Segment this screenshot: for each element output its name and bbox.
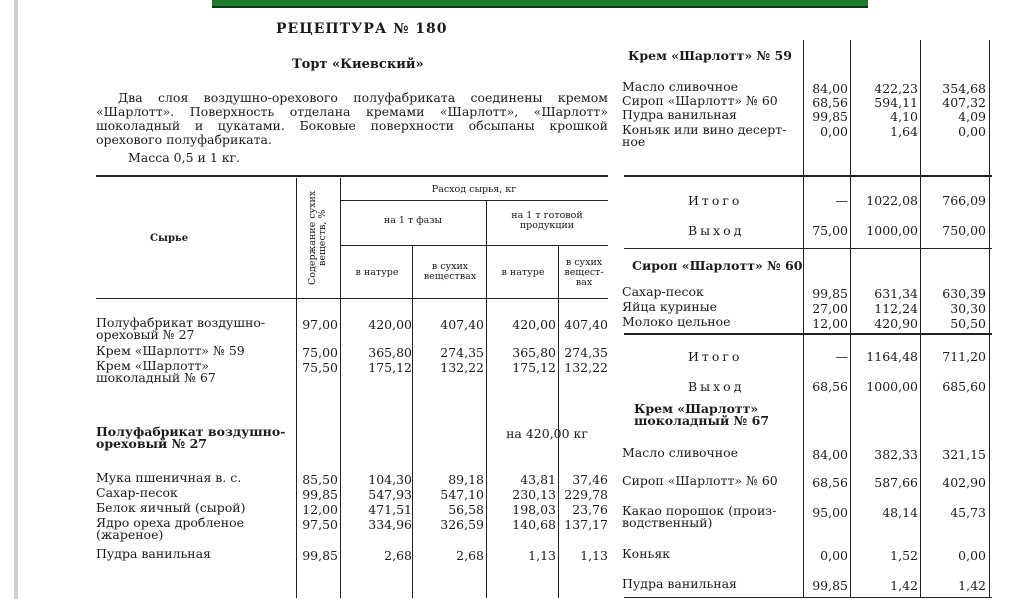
row-value: 334,96 [368, 517, 412, 532]
right-row-value: 48,14 [882, 505, 918, 520]
right-row-value: 354,68 [942, 81, 986, 96]
row-value: 175,12 [368, 360, 412, 375]
right-row-name: Какао порошок (произ-водственный) [622, 503, 777, 530]
header-sub-rule [340, 245, 608, 246]
right-row-name: Выход [688, 223, 745, 238]
right-rule [624, 597, 992, 598]
right-row-value: 30,30 [950, 301, 986, 316]
recipe-mass: Масса 0,5 и 1 кг. [128, 150, 241, 165]
right-row-name: Сахар-песок [622, 284, 704, 299]
right-row-value: 1000,00 [866, 223, 918, 238]
row-name: Крем «Шарлотт» шоколадный № 67 [96, 358, 216, 385]
row-value: 75,50 [302, 360, 338, 375]
right-row-value: 382,33 [874, 447, 918, 462]
right-row-value: 750,00 [942, 223, 986, 238]
right-row-value: 422,23 [874, 81, 918, 96]
right-row-value: 630,39 [942, 286, 986, 301]
row-name: Белок яичный (сырой) [96, 500, 246, 515]
row-name: Полуфабрикат воздушно-ореховый № 27 [96, 315, 266, 342]
right-row-name: Масло сливочное [622, 445, 739, 460]
col-rule [558, 245, 559, 598]
row-value: 365,80 [512, 345, 556, 360]
right-row-value: 68,56 [812, 379, 848, 394]
right-row-name: Выход [688, 379, 745, 394]
row-value: 471,51 [368, 502, 412, 517]
right-row-value: — [835, 193, 848, 208]
right-row-value: 1000,00 [866, 379, 918, 394]
right-row-value: 50,50 [950, 316, 986, 331]
row-value: 132,22 [440, 360, 484, 375]
row-value: 229,78 [564, 487, 608, 502]
row-value: 89,18 [448, 472, 484, 487]
right-row-value: 1,42 [958, 578, 986, 593]
right-row-value: 711,20 [942, 349, 986, 364]
header-dry: в сухих веществах [423, 261, 477, 282]
right-row-value: 75,00 [812, 223, 848, 238]
right-row-name: Молоко цельное [622, 314, 731, 329]
right-row-value: 45,73 [950, 505, 986, 520]
right-row-value: 27,00 [812, 301, 848, 316]
right-row-name: Пудра ванильная [622, 576, 737, 591]
cream67-title: Крем «Шарлотт» шоколадный № 67 [634, 401, 770, 428]
row-value: 407,40 [440, 317, 484, 332]
row-name: Ядро ореха дробленое (жареное) [96, 515, 245, 542]
col-rule [486, 200, 487, 598]
right-row-value: 99,85 [812, 109, 848, 124]
top-green-bar [212, 0, 868, 8]
row-value: 407,40 [564, 317, 608, 332]
header-raw: Сырье [150, 233, 189, 244]
right-row-value: 1,64 [890, 124, 918, 139]
right-row-value: 587,66 [874, 475, 918, 490]
right-row-value: 594,11 [874, 95, 918, 110]
right-col-rule [989, 40, 990, 598]
row-value: 12,00 [302, 502, 338, 517]
right-row-value: 99,85 [812, 578, 848, 593]
recipe-subtitle: Торт «Киевский» [292, 57, 424, 72]
page-title: РЕЦЕПТУРА № 180 [276, 21, 448, 37]
syrup60-title: Сироп «Шарлотт» № 60 [632, 258, 803, 273]
row-value: 132,22 [564, 360, 608, 375]
row-value: 175,12 [512, 360, 556, 375]
right-row-value: 402,90 [942, 475, 986, 490]
right-row-name: Итого [688, 349, 743, 364]
row-name: Пудра ванильная [96, 546, 211, 561]
row-value: 43,81 [520, 472, 556, 487]
col-rule [340, 178, 341, 598]
right-row-name: Масло сливочное [622, 79, 739, 94]
header-natural2: в натуре [501, 267, 545, 278]
right-row-value: — [835, 349, 848, 364]
right-row-value: 420,90 [874, 316, 918, 331]
col-rule [412, 245, 413, 598]
right-rule [624, 333, 992, 335]
semi-title: Полуфабрикат воздушно-ореховый № 27 [96, 424, 286, 451]
semi-note: на 420,00 кг [506, 426, 588, 441]
header-dry2: в сухих вещест-вах [564, 257, 604, 288]
row-name: Сахар-песок [96, 485, 178, 500]
row-name: Мука пшеничная в. с. [96, 470, 242, 485]
right-row-name: Сироп «Шарлотт» № 60 [622, 93, 778, 108]
row-value: 365,80 [368, 345, 412, 360]
right-row-value: 12,00 [812, 316, 848, 331]
row-value: 1,13 [528, 548, 556, 563]
right-row-value: 4,10 [890, 109, 918, 124]
right-col-rule [803, 40, 804, 598]
row-value: 23,76 [572, 502, 608, 517]
right-row-name: Яйца куриные [622, 299, 718, 314]
right-row-value: 84,00 [812, 81, 848, 96]
row-value: 1,13 [580, 548, 608, 563]
row-value: 547,10 [440, 487, 484, 502]
right-col-rule [850, 40, 851, 598]
row-value: 75,00 [302, 345, 338, 360]
right-row-value: 0,00 [958, 124, 986, 139]
header-natural: в натуре [355, 267, 399, 278]
row-value: 104,30 [368, 472, 412, 487]
right-row-value: 0,00 [958, 548, 986, 563]
right-col-rule [920, 40, 921, 598]
row-value: 198,03 [512, 502, 556, 517]
right-row-value: 1,52 [890, 548, 918, 563]
right-row-value: 1022,08 [866, 193, 918, 208]
right-row-name: Пудра ванильная [622, 107, 737, 122]
row-value: 99,85 [302, 487, 338, 502]
row-value: 97,00 [302, 317, 338, 332]
right-row-value: 1,42 [890, 578, 918, 593]
row-value: 97,50 [302, 517, 338, 532]
row-value: 2,68 [384, 548, 412, 563]
table-top-rule [96, 175, 608, 177]
right-row-value: 0,00 [820, 548, 848, 563]
row-value: 420,00 [512, 317, 556, 332]
row-name: Крем «Шарлотт» № 59 [96, 343, 245, 358]
table-header-rule [96, 298, 608, 299]
header-per-product: на 1 т готовой продукции [511, 210, 583, 231]
cream59-title: Крем «Шарлотт» № 59 [628, 48, 792, 63]
right-row-name: Сироп «Шарлотт» № 60 [622, 473, 778, 488]
row-value: 326,59 [440, 517, 484, 532]
right-rule [624, 248, 992, 249]
right-row-value: 321,15 [942, 447, 986, 462]
left-scroll-edge [14, 0, 18, 599]
right-row-value: 95,00 [812, 505, 848, 520]
right-row-value: 0,00 [820, 124, 848, 139]
row-value: 274,35 [440, 345, 484, 360]
header-dry-content: Содержание сухих веществ, % [307, 190, 328, 286]
header-dry-cell [298, 180, 338, 296]
row-value: 547,93 [368, 487, 412, 502]
right-row-value: 112,24 [874, 301, 918, 316]
right-row-value: 407,32 [942, 95, 986, 110]
row-value: 230,13 [512, 487, 556, 502]
header-sub-rule [340, 200, 608, 201]
header-consumption: Расход сырья, кг [431, 184, 517, 195]
right-row-value: 68,56 [812, 95, 848, 110]
row-value: 2,68 [456, 548, 484, 563]
right-row-value: 1164,48 [866, 349, 918, 364]
row-value: 274,35 [564, 345, 608, 360]
right-row-value: 84,00 [812, 447, 848, 462]
right-row-name: Коньяк или вино десерт-ное [622, 122, 787, 149]
col-rule [296, 178, 297, 598]
right-row-value: 68,56 [812, 475, 848, 490]
row-value: 56,58 [448, 502, 484, 517]
row-value: 420,00 [368, 317, 412, 332]
right-row-value: 631,34 [874, 286, 918, 301]
right-row-value: 766,09 [942, 193, 986, 208]
right-row-value: 99,85 [812, 286, 848, 301]
row-value: 85,50 [302, 472, 338, 487]
right-row-name: Коньяк [622, 546, 671, 561]
right-row-value: 4,09 [958, 109, 986, 124]
row-value: 37,46 [572, 472, 608, 487]
right-row-name: Итого [688, 193, 743, 208]
recipe-description: Два слоя воздушно-орехового полуфабриката соединены кремом «Шарлотт». Поверхность отделана кремами «Шарлотт», «Шарлотт» шоколадный и цукатами. Боковые поверхности обсыпаны крошкой орехового полуфабриката. [96, 90, 608, 147]
right-row-value: 685,60 [942, 379, 986, 394]
row-value: 137,17 [564, 517, 608, 532]
header-per-phase: на 1 т фазы [383, 215, 443, 226]
right-rule [624, 175, 992, 177]
row-value: 140,68 [512, 517, 556, 532]
row-value: 99,85 [302, 548, 338, 563]
